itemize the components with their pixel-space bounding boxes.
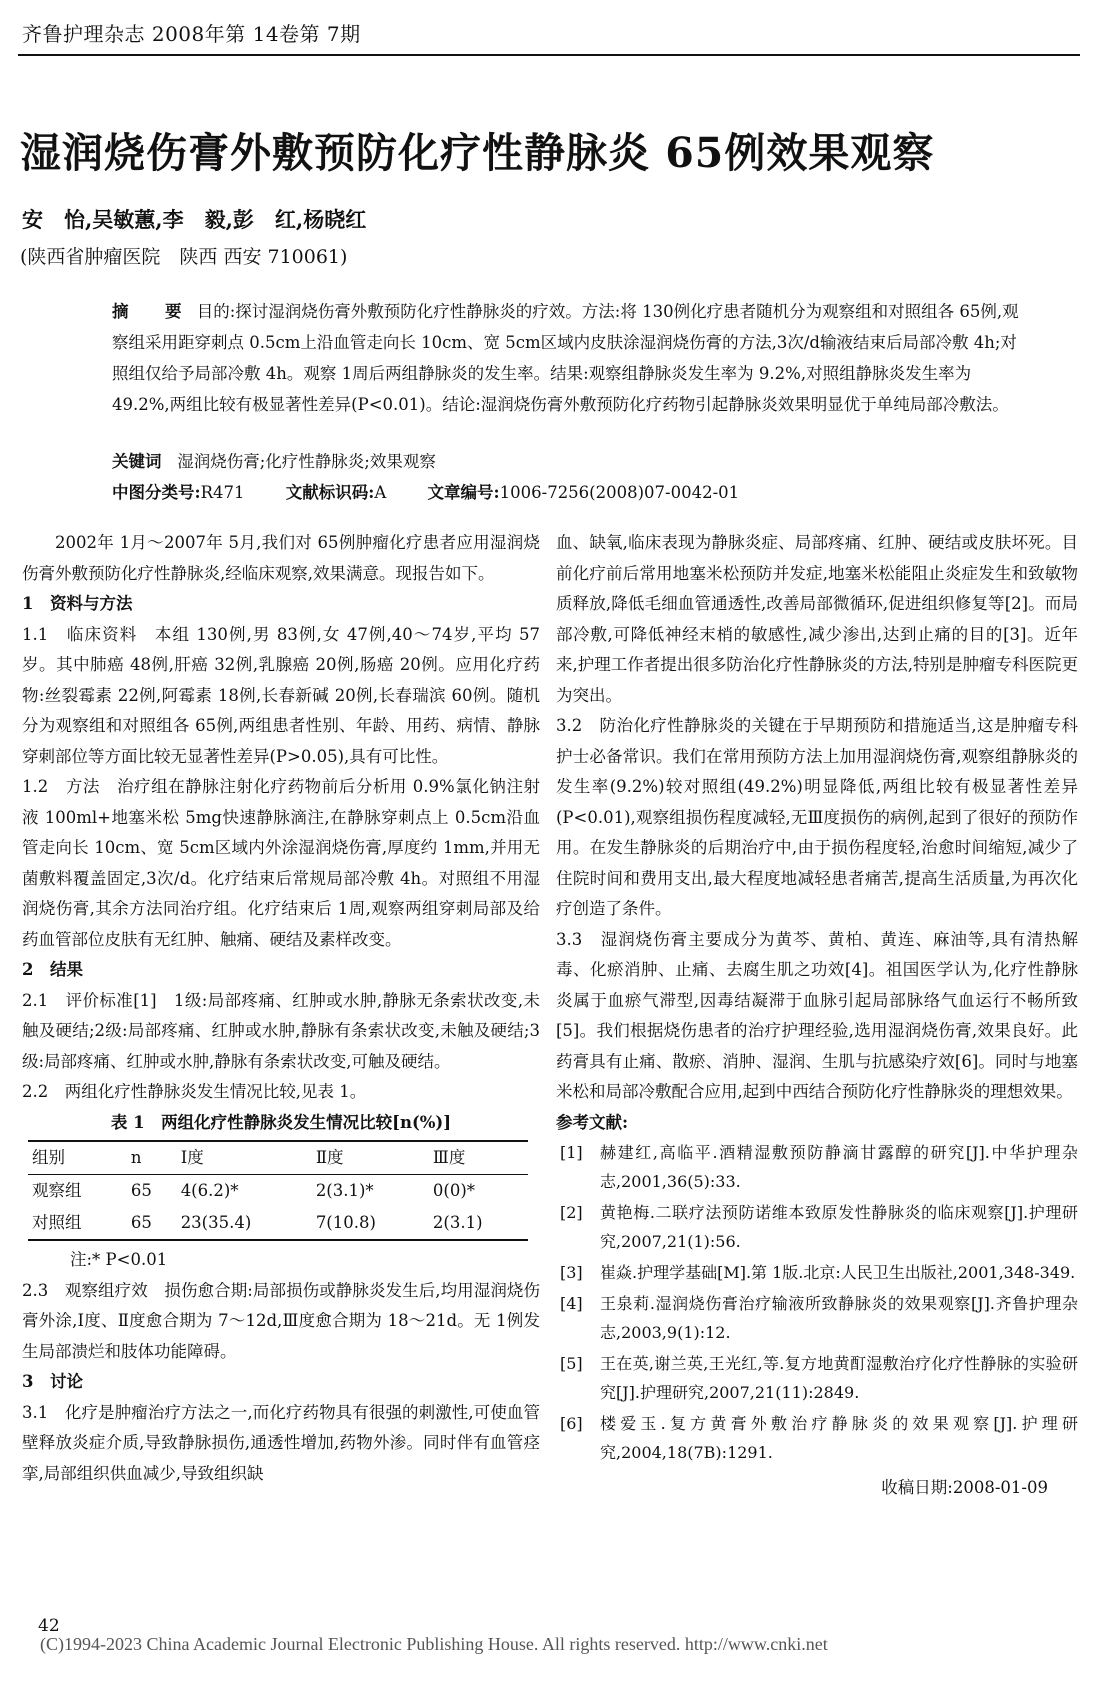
doc-label: 文献标识码: [285,483,375,502]
keywords [112,448,436,472]
right-column [556,528,1078,1504]
reference-item [556,1138,1078,1196]
reference-text: 崔焱.护理学基础[M].第 1版.北京:人民卫生出版社,2001,348-349. [600,1263,1076,1282]
table-cell: 0(0)* [432,1181,476,1200]
table-row [28,1175,528,1208]
art-value: 1006-7256(2008)07-0042-01 [499,483,740,502]
table-cell: 2(3.1) [432,1213,483,1232]
reference-item [556,1198,1078,1256]
table-header-row [28,1141,528,1175]
received-date: 收稿日期:2008-01-09 [881,1478,1048,1497]
left-column [22,528,540,1489]
affiliation: (陕西省肿瘤医院 陕西 西安 710061) [20,246,348,268]
table-cell: 4(6.2)* [180,1181,239,1200]
table-cell: 观察组 [32,1181,82,1200]
doc-value: A [374,483,387,502]
reference-number: [5] [560,1354,583,1373]
reference-list [556,1138,1078,1467]
reference-text: 赫建红,高临平.酒精湿敷预防静滴甘露醇的研究[J].中华护理杂志,2001,36(5):33. [600,1143,1078,1191]
table-header-cell: 组别 [32,1148,65,1167]
section-2-1: 2.1 评价标准[1] 1级:局部疼痛、红肿或水肿,静脉无条索状改变,未触及硬结;2级:局部疼痛、红肿或水肿,静脉有条索状改变,未触及硬结;3级:局部疼痛、红肿或水肿,静脉有条索状改变,可触及硬结。 [22,990,540,1071]
section-1-2: 1.2 方法 治疗组在静脉注射化疗药物前后分析用 0.9%氯化钠注射液 100ml+地塞米松 5mg快速静脉滴注,在静脉穿刺点上 0.5cm沿血管走向长 10cm、宽 5cm区域内外涂湿润烧伤膏,厚度约 1mm,并用无菌敷料覆盖固定,3次/d。化疗结束后常规局部冷敷 4h。对照组不用湿润烧伤膏,其余方法同治疗组。化疗结束后 1周,观察两组穿刺局部及给药血管部位皮肤有无红肿、触痛、硬结及素样改变。 [22,777,540,949]
article-title: 湿润烧伤膏外敷预防化疗性静脉炎 65例效果观察 [20,129,935,177]
table-header-cell: Ⅲ度 [432,1148,466,1167]
section-1-1: 1.1 临床资料 本组 130例,男 83例,女 47例,40～74岁,平均 57岁。其中肺癌 48例,肝癌 32例,乳腺癌 20例,肠癌 20例。应用化疗药物:丝裂霉素 22例,阿霉素 18例,长春新碱 20例,长春瑞滨 60例。随机分为观察组和对照组各 65例,两组患者性别、年龄、用药、病情、静脉穿刺部位等方面比较无显著性差异(P>0.05),具有可比性。 [22,624,540,766]
reference-number: [2] [560,1203,583,1222]
table-note: 注:* P<0.01 [70,1250,168,1269]
discussion-continued: 血、缺氧,临床表现为静脉炎症、局部疼痛、红肿、硬结或皮肤坏死。目前化疗前后常用地塞米松预防并发症,地塞米松能阻止炎症发生和致敏物质释放,降低毛细血管通透性,改善局部微循环,促进组织修复等[2]。而局部冷敷,可降低神经末梢的敏感性,减少渗出,达到止痛的目的[3]。近年来,护理工作者提出很多防治化疗性静脉炎的方法,特别是肿瘤专科医院更为突出。 [556,533,1078,705]
table-header-cell: Ⅱ度 [315,1148,344,1167]
reference-number: [3] [560,1263,583,1282]
reference-text: 王泉莉.湿润烧伤膏治疗输液所致静脉炎的效果观察[J].齐鲁护理杂志,2003,9(1):12. [600,1294,1078,1342]
reference-text: 黄艳梅.二联疗法预防诺维本致原发性静脉炎的临床观察[J].护理研究,2007,21(1):56. [600,1203,1078,1251]
abstract-text: 目的:探讨湿润烧伤膏外敷预防化疗性静脉炎的疗效。方法:将 130例化疗患者随机分为观察组和对照组各 65例,观察组采用距穿刺点 0.5cm上沿血管走向长 10cm、宽 5cm区域内皮肤涂湿润烧伤膏的方法,3次/d输液结束后局部冷敷 4h;对照组仅给予局部冷敷 4h。观察 1周后两组静脉炎的发生率。结果:观察组静脉炎发生率为 9.2%,对照组静脉炎发生率为 49.2%,两组比较有极显著性差异(P<0.01)。结论:湿润烧伤膏外敷预防化疗药物引起静脉炎效果明显优于单纯局部冷敷法。 [112,302,1019,414]
clc-label: 中图分类号: [112,483,201,502]
table-cell: 23(35.4) [180,1213,252,1232]
abstract-label: 摘 要 [112,302,192,321]
table-header-cell: n [130,1148,142,1167]
table-row [28,1207,528,1240]
keywords-label: 关键词 [112,452,162,471]
table-cell: 65 [130,1181,152,1200]
section-3-2: 3.2 防治化疗性静脉炎的关键在于早期预防和措施适当,这是肿瘤专科护士必备常识。我们在常用预防方法上加用湿润烧伤膏,观察组静脉炎的发生率(9.2%)较对照组(49.2%)明显降低,两组比较有极显著性差异(P<0.01),观察组损伤程度减轻,无Ⅲ度损伤的病例,起到了很好的预防作用。在发生静脉炎的后期治疗中,由于损伤程度轻,治愈时间缩短,减少了住院时间和费用支出,最大程度地减轻患者痛苦,提高生活质量,为再次化疗创造了条件。 [556,716,1078,918]
section-3-1: 3.1 化疗是肿瘤治疗方法之一,而化疗药物具有很强的刺激性,可使血管壁释放炎症介质,导致静脉损伤,通透性增加,药物外渗。同时伴有血管痉挛,局部组织供血减少,导致组织缺 [22,1402,540,1483]
reference-item [556,1409,1078,1467]
table-cell: 2(3.1)* [315,1181,374,1200]
reference-number: [4] [560,1294,583,1313]
table-cell: 对照组 [32,1213,82,1232]
section-heading-1: 1 资料与方法 [22,594,133,613]
references-heading: 参考文献: [556,1112,629,1132]
section-3-3: 3.3 湿润烧伤膏主要成分为黄芩、黄柏、黄连、麻油等,具有清热解毒、化瘀消肿、止痛、去腐生肌之功效[4]。祖国医学认为,化疗性静脉炎属于血瘀气滞型,因毒结凝滞于血脉引起局部脉络气血运行不畅所致[5]。我们根据烧伤患者的治疗护理经验,选用湿润烧伤膏,效果良好。此药膏具有止痛、散瘀、消肿、湿润、生肌与抗感染疗效[6]。同时与地塞米松和局部冷敷配合应用,起到中西结合预防化疗性静脉炎的理想效果。 [556,929,1078,1101]
reference-item [556,1258,1078,1287]
header-rule [18,54,1080,56]
table-cell: 7(10.8) [315,1213,376,1232]
table-header-cell: Ⅰ度 [180,1148,204,1167]
section-2-3: 2.3 观察组疗效 损伤愈合期:局部损伤或静脉炎发生后,均用湿润烧伤膏外涂,Ⅰ度、Ⅱ度愈合期为 7～12d,Ⅲ度愈合期为 18～21d。无 1例发生局部溃烂和肢体功能障碍。 [22,1280,540,1361]
section-2-2: 2.2 两组化疗性静脉炎发生情况比较,见表 1。 [22,1082,367,1101]
table-title: 表 1 两组化疗性静脉炎发生情况比较[n(%)] [110,1112,452,1132]
copyright-footer: (C)1994-2023 China Academic Journal Electronic Publishing House. All rights reserved. http://www.cnki.net [40,1634,828,1654]
journal-header: 齐鲁护理杂志 2008年第 14卷第 7期 [22,22,361,46]
reference-item [556,1349,1078,1407]
abstract [112,296,1020,420]
table-cell: 65 [130,1213,152,1232]
section-heading-2: 2 结果 [22,960,83,979]
keywords-text: 湿润烧伤膏;化疗性静脉炎;效果观察 [177,452,436,471]
authors: 安 怡,吴敏蕙,李 毅,彭 红,杨晓红 [22,207,367,232]
reference-text: 王在英,谢兰英,王光红,等.复方地黄酊湿敷治疗化疗性静脉的实验研究[J].护理研究,2007,21(11):2849. [600,1354,1078,1402]
clc-value: R471 [200,483,245,502]
section-heading-3: 3 讨论 [22,1372,83,1391]
intro-paragraph: 2002年 1月～2007年 5月,我们对 65例肿瘤化疗患者应用湿润烧伤膏外敷预防化疗性静脉炎,经临床观察,效果满意。现报告如下。 [22,533,540,583]
page-number: 42 [38,1616,60,1636]
art-label: 文章编号: [427,483,500,502]
classification [112,479,775,503]
reference-text: 楼爱玉.复方黄膏外敷治疗静脉炎的效果观察[J].护理研究,2004,18(7B):1291. [600,1414,1078,1462]
reference-number: [1] [560,1143,583,1162]
reference-item [556,1289,1078,1347]
reference-number: [6] [560,1414,583,1433]
results-table [28,1140,528,1241]
